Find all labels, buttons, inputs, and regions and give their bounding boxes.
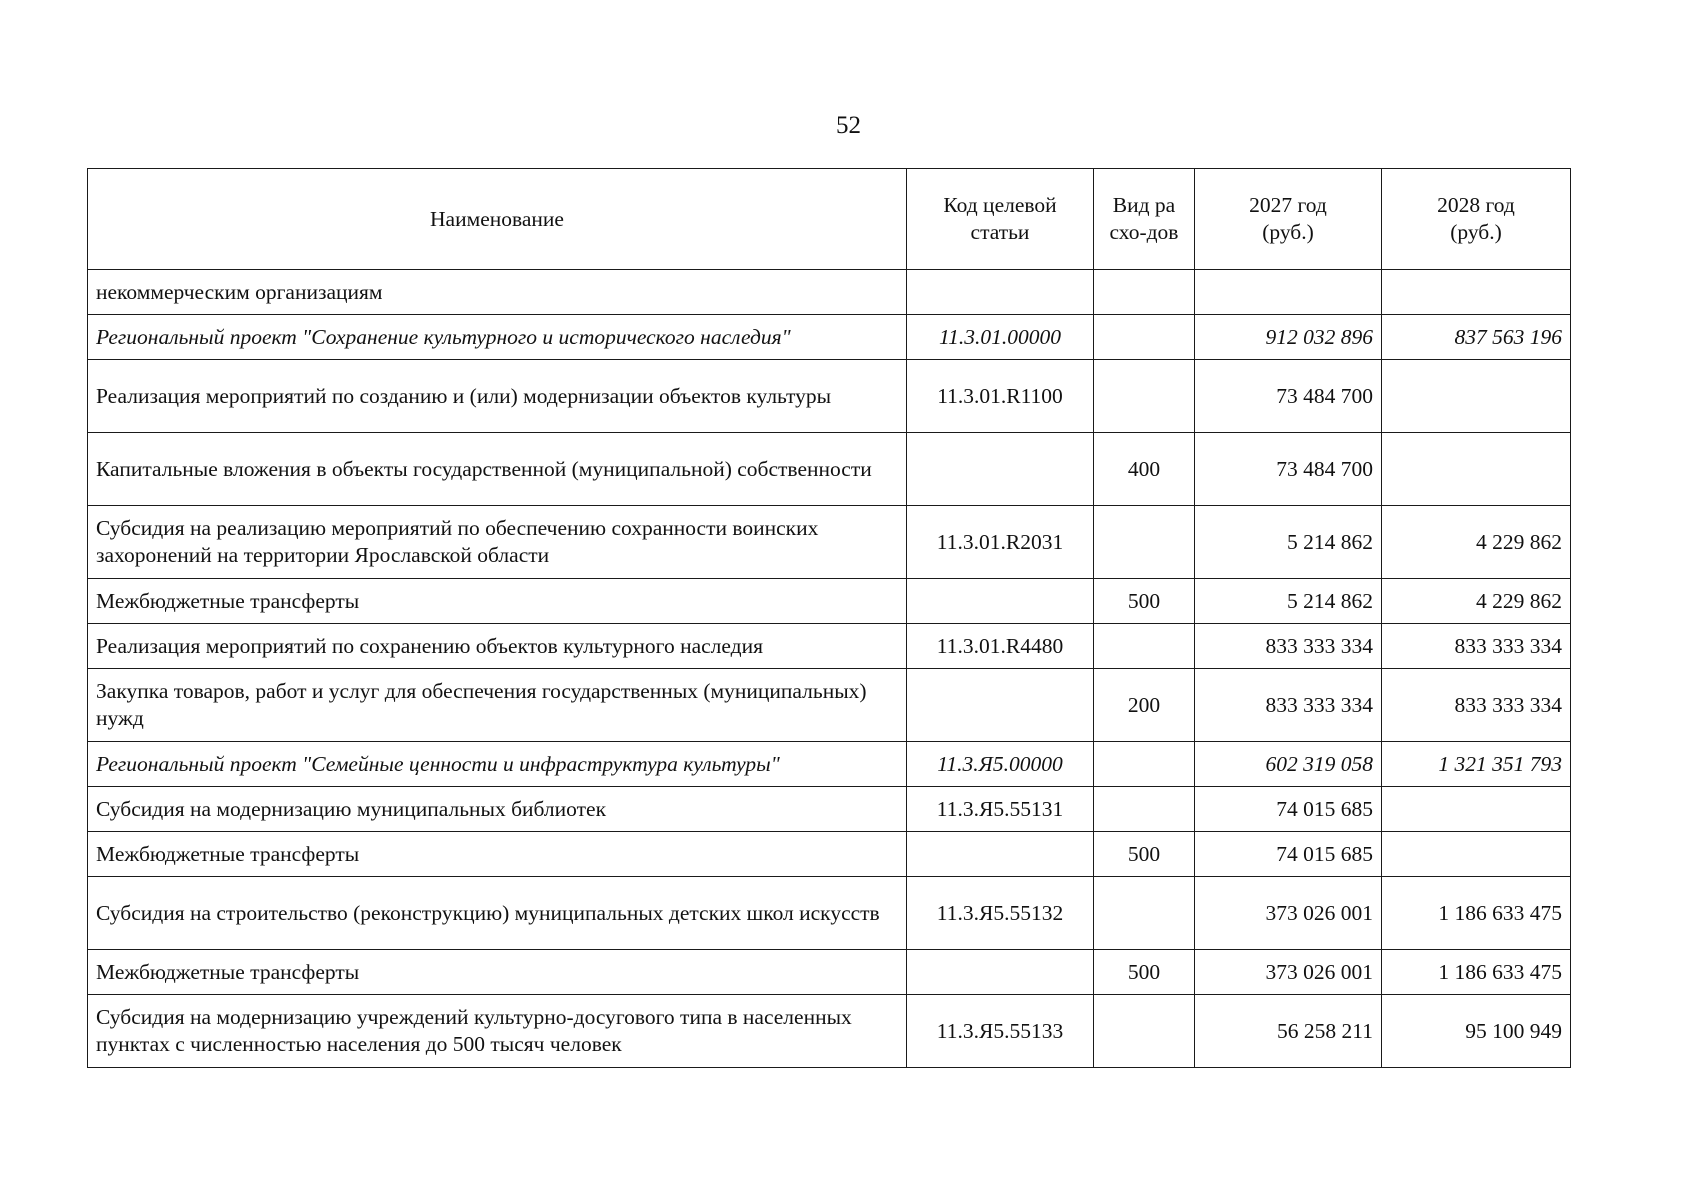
- cell-code: [907, 270, 1094, 315]
- cell-kind: [1094, 995, 1195, 1068]
- cell-kind: [1094, 506, 1195, 579]
- cell-name: Реализация мероприятий по сохранению объектов культурного наследия: [88, 624, 907, 669]
- cell-kind: 500: [1094, 832, 1195, 877]
- cell-2027: 5 214 862: [1195, 579, 1382, 624]
- header-2028: [1382, 169, 1571, 270]
- cell-code: 11.3.01.R2031: [907, 506, 1094, 579]
- cell-name: Субсидия на строительство (реконструкцию) муниципальных детских школ искусств: [88, 877, 907, 950]
- cell-2028: [1382, 360, 1571, 433]
- cell-name: некоммерческим организациям: [88, 270, 907, 315]
- cell-2027: 73 484 700: [1195, 433, 1382, 506]
- cell-code: [907, 950, 1094, 995]
- cell-2028: 4 229 862: [1382, 506, 1571, 579]
- cell-2028: 1 186 633 475: [1382, 950, 1571, 995]
- cell-2027: 74 015 685: [1195, 787, 1382, 832]
- table-row: [88, 787, 1571, 832]
- cell-kind: 500: [1094, 950, 1195, 995]
- header-kind-text: Вид расхо-дов: [1109, 193, 1179, 244]
- cell-code: 11.3.Я5.55133: [907, 995, 1094, 1068]
- table-row-project: [88, 742, 1571, 787]
- cell-kind: [1094, 742, 1195, 787]
- cell-name: Межбюджетные трансферты: [88, 950, 907, 995]
- cell-code: 11.3.Я5.55131: [907, 787, 1094, 832]
- cell-name: Закупка товаров, работ и услуг для обеспечения государственных (муниципальных) нужд: [88, 669, 907, 742]
- cell-kind: [1094, 787, 1195, 832]
- cell-2027: [1195, 270, 1382, 315]
- cell-kind: [1094, 877, 1195, 950]
- table-row: [88, 669, 1571, 742]
- cell-name: Субсидия на модернизацию муниципальных библиотек: [88, 787, 907, 832]
- header-2028-text: 2028 год (руб.): [1437, 193, 1515, 244]
- page-number: 52: [836, 112, 861, 139]
- cell-code: [907, 832, 1094, 877]
- header-name: Наименование: [88, 169, 907, 270]
- cell-name: Субсидия на модернизацию учреждений культурно-досугового типа в населенных пунктах с численностью населения до 500 тысяч человек: [88, 995, 907, 1068]
- header-row: [88, 169, 1571, 270]
- cell-code: [907, 579, 1094, 624]
- cell-2028: 833 333 334: [1382, 624, 1571, 669]
- header-2027-text: 2027 год (руб.): [1249, 193, 1327, 244]
- cell-kind: [1094, 360, 1195, 433]
- table-row: [88, 995, 1571, 1068]
- table-row: [88, 877, 1571, 950]
- table-row: [88, 506, 1571, 579]
- cell-name: Реализация мероприятий по созданию и (или) модернизации объектов культуры: [88, 360, 907, 433]
- cell-code: 11.3.01.R4480: [907, 624, 1094, 669]
- cell-2028: [1382, 832, 1571, 877]
- cell-code: [907, 669, 1094, 742]
- table-row: [88, 270, 1571, 315]
- cell-2027: 373 026 001: [1195, 877, 1382, 950]
- header-2027: [1195, 169, 1382, 270]
- table-row: [88, 950, 1571, 995]
- cell-name: Субсидия на реализацию мероприятий по обеспечению сохранности воинских захоронений на территории Ярославской области: [88, 506, 907, 579]
- cell-2027: 73 484 700: [1195, 360, 1382, 433]
- table-row: [88, 579, 1571, 624]
- cell-2028: [1382, 270, 1571, 315]
- cell-2027: 74 015 685: [1195, 832, 1382, 877]
- table-row: [88, 624, 1571, 669]
- cell-2028: 1 186 633 475: [1382, 877, 1571, 950]
- cell-2028: [1382, 433, 1571, 506]
- cell-2027: 5 214 862: [1195, 506, 1382, 579]
- cell-name: Региональный проект "Семейные ценности и инфраструктура культуры": [88, 742, 907, 787]
- cell-2028: 837 563 196: [1382, 315, 1571, 360]
- cell-code: 11.3.01.R1100: [907, 360, 1094, 433]
- cell-2027: 833 333 334: [1195, 669, 1382, 742]
- cell-code: [907, 433, 1094, 506]
- table-row: [88, 832, 1571, 877]
- header-code-text: Код целевой статьи: [943, 193, 1057, 244]
- cell-name: Межбюджетные трансферты: [88, 832, 907, 877]
- table-row: [88, 360, 1571, 433]
- cell-kind: [1094, 270, 1195, 315]
- cell-code: 11.3.01.00000: [907, 315, 1094, 360]
- cell-kind: [1094, 315, 1195, 360]
- cell-2028: [1382, 787, 1571, 832]
- cell-kind: 200: [1094, 669, 1195, 742]
- cell-code: 11.3.Я5.55132: [907, 877, 1094, 950]
- cell-kind: 500: [1094, 579, 1195, 624]
- cell-2028: 833 333 334: [1382, 669, 1571, 742]
- cell-2027: 912 032 896: [1195, 315, 1382, 360]
- cell-kind: [1094, 624, 1195, 669]
- cell-2027: 56 258 211: [1195, 995, 1382, 1068]
- table-row-project: [88, 315, 1571, 360]
- header-code: [907, 169, 1094, 270]
- budget-table: [87, 168, 1571, 1068]
- cell-code: 11.3.Я5.00000: [907, 742, 1094, 787]
- header-kind: [1094, 169, 1195, 270]
- cell-name: Региональный проект "Сохранение культурного и исторического наследия": [88, 315, 907, 360]
- table-row: [88, 433, 1571, 506]
- cell-2028: 95 100 949: [1382, 995, 1571, 1068]
- cell-2027: 833 333 334: [1195, 624, 1382, 669]
- cell-2028: 4 229 862: [1382, 579, 1571, 624]
- cell-2027: 373 026 001: [1195, 950, 1382, 995]
- cell-2027: 602 319 058: [1195, 742, 1382, 787]
- cell-name: Межбюджетные трансферты: [88, 579, 907, 624]
- cell-name: Капитальные вложения в объекты государственной (муниципальной) собственности: [88, 433, 907, 506]
- cell-2028: 1 321 351 793: [1382, 742, 1571, 787]
- cell-kind: 400: [1094, 433, 1195, 506]
